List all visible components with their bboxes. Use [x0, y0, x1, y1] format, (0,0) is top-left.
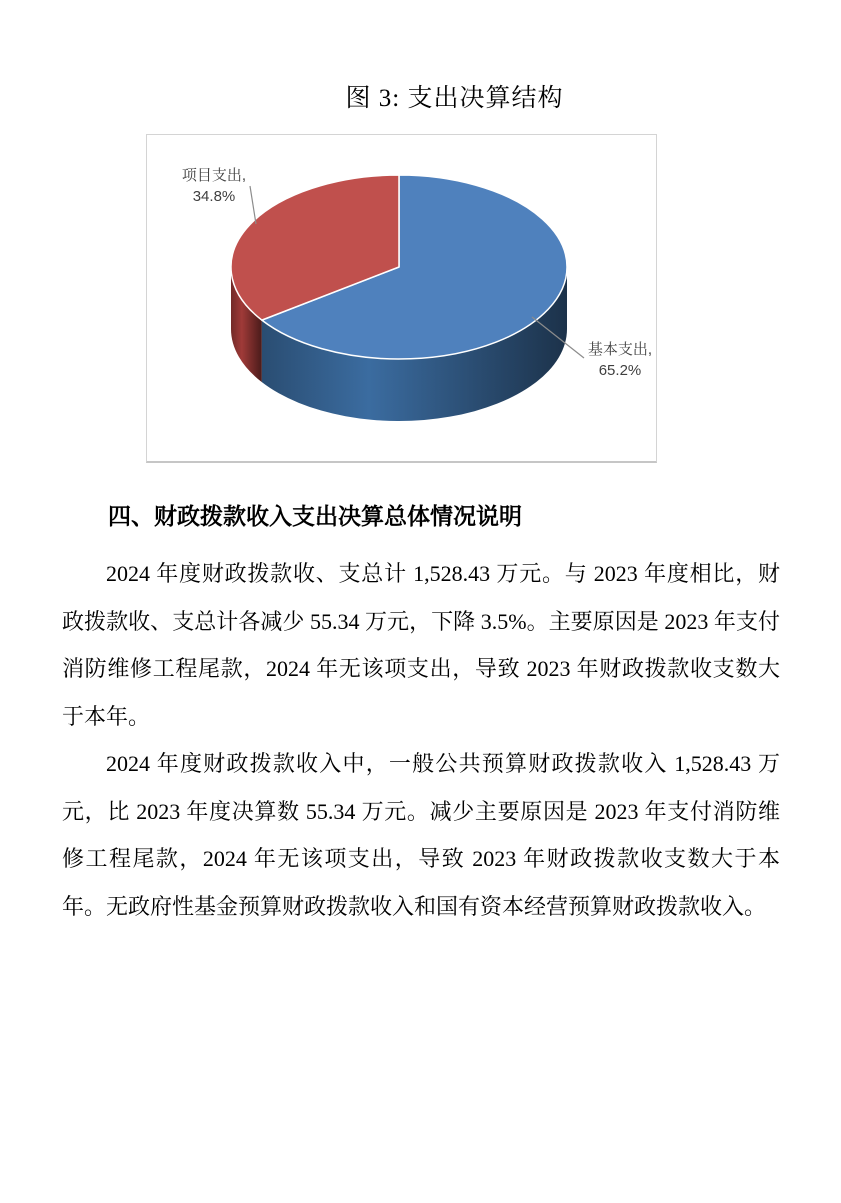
pie-label-project-name: 项目支出,: [181, 167, 247, 184]
pie-label-basic-expenditure: [565, 339, 675, 381]
pie-label-basic-name: 基本支出,: [587, 341, 653, 358]
pie-label-project-value: 34.8%: [192, 188, 236, 205]
pie-label-basic-value: 65.2%: [598, 362, 642, 379]
figure-title: 图 3: 支出决算结构: [345, 85, 564, 112]
paragraph-1: 2024 年度财政拨款收、支总计 1,528.43 万元。与 2023 年度相比，财政拨款收、支总计各减少 55.34 万元，下降 3.5%。主要原因是 2023 年支付消防维修工程尾款，2024 年无该项支出，导致 2023 年财政拨款收支数大于本年。: [62, 561, 780, 729]
section-heading: 四、财政拨款收入支出决算总体情况说明: [108, 503, 522, 529]
body-text: [62, 550, 780, 930]
paragraph-2: 2024 年度财政拨款收入中，一般公共预算财政拨款收入 1,528.43 万元，比 2023 年度决算数 55.34 万元。减少主要原因是 2023 年支付消防维修工程尾款，2024 年无该项支出，导致 2023 年财政拨款收支数大于本年。无政府性基金预算财政拨款收入和国有资本经营预算财政拨款收入。: [62, 751, 780, 919]
expenditure-pie-chart: [146, 134, 657, 463]
pie-label-project-expenditure: [154, 165, 274, 207]
